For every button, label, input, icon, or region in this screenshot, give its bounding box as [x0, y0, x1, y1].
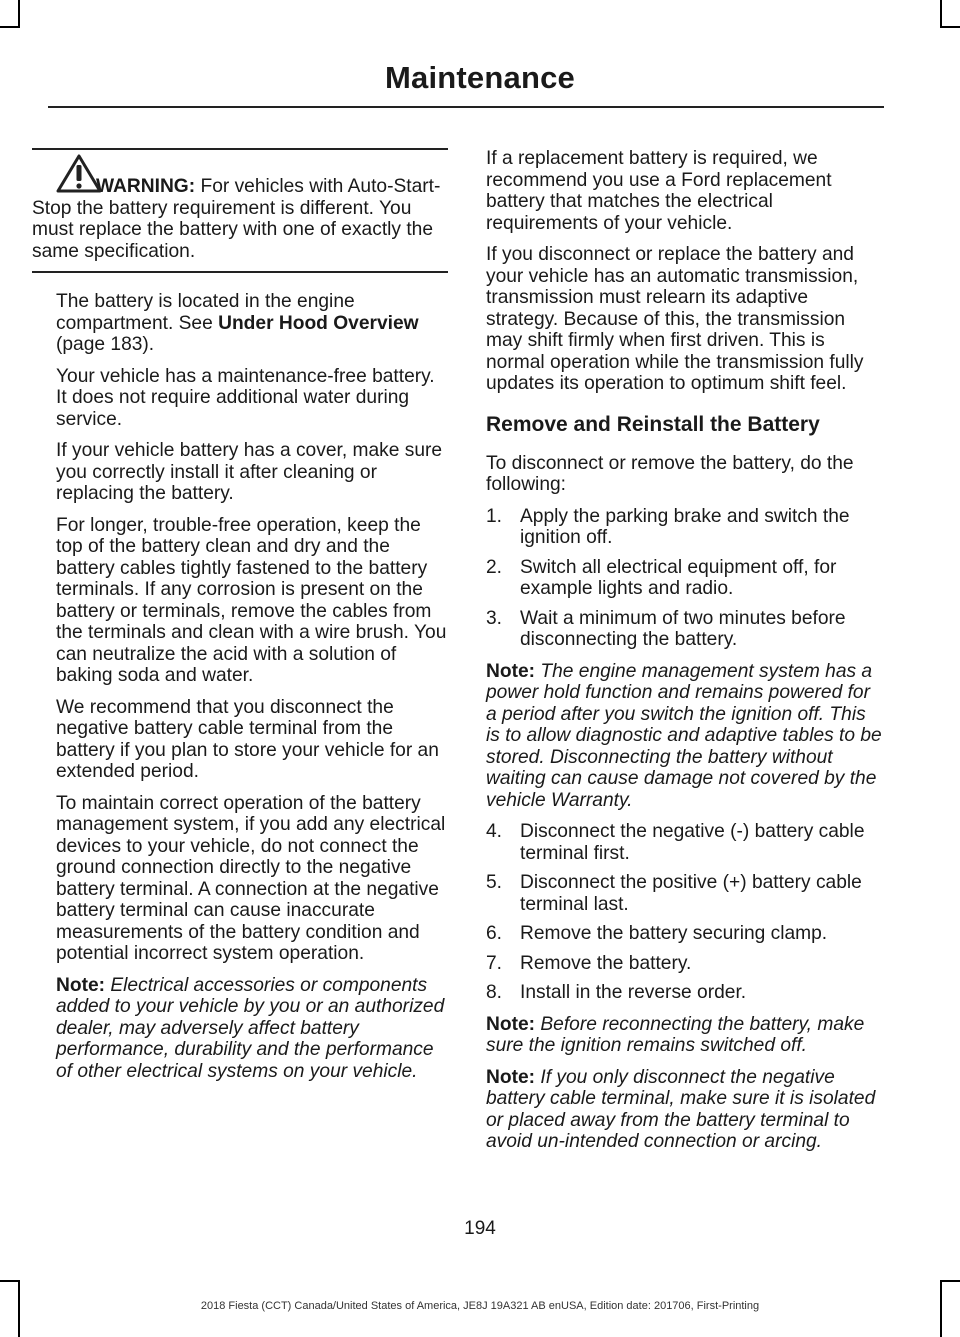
- list-item: 6. Remove the battery securing clamp.: [486, 923, 828, 944]
- warning-label: WARNING:: [96, 176, 196, 197]
- list-item: 5. Disconnect the positive (+) battery cable terminal last.: [486, 872, 862, 915]
- warning-triangle-icon: [56, 153, 102, 193]
- paragraph: If a replacement battery is required, we recommend you use a Ford replacement battery that matches the electrical requirements of your vehicle.: [486, 148, 832, 234]
- list-item: 4. Disconnect the negative (-) battery cable terminal first.: [486, 821, 865, 864]
- crop-mark: [940, 0, 942, 26]
- page-number: 194: [464, 1218, 496, 1239]
- paragraph: Your vehicle has a maintenance-free battery. It does not require additional water during service.: [56, 365, 435, 430]
- section-heading: Remove and Reinstall the Battery: [486, 412, 820, 436]
- crop-mark: [940, 26, 960, 28]
- crop-mark: [0, 26, 20, 28]
- list-item: 1. Apply the parking brake and switch the ignition off.: [486, 505, 850, 548]
- note: Note: The engine management system has a power hold function and remains powered for a period after you switch the ignition off. This is to allow diagnostic and adaptive tables to be stored. Disconnecting the battery without waiting can cause damage not covered by the vehicle Warranty.: [486, 660, 882, 811]
- crop-mark: [940, 1280, 960, 1282]
- page-title: Maintenance: [385, 60, 575, 95]
- header-divider: [48, 106, 884, 108]
- list-item: 8. Install in the reverse order.: [486, 982, 747, 1003]
- list-item: 3. Wait a minimum of two minutes before disconnecting the battery.: [486, 607, 846, 650]
- footer-edition-info: 2018 Fiesta (CCT) Canada/United States of America, JE8J 19A321 AB enUSA, Edition date: 201706, First-Printing: [200, 1300, 760, 1312]
- warning-text: WARNING: For vehicles with Auto-Start-Stop the battery requirement is different. You must replace the battery with one of exactly the same specification.: [32, 176, 441, 262]
- left-column: [32, 148, 448, 1092]
- crop-mark: [18, 0, 20, 26]
- list-item: 7. Remove the battery.: [486, 952, 692, 974]
- step-list: [486, 506, 882, 651]
- paragraph: We recommend that you disconnect the negative battery cable terminal from the battery if you plan to store your vehicle for an extended period.: [56, 696, 439, 782]
- note: Note: Before reconnecting the battery, make sure the ignition remains switched off.: [486, 1013, 865, 1056]
- paragraph: To disconnect or remove the battery, do the following:: [486, 452, 854, 495]
- step-list: [486, 821, 882, 1004]
- paragraph: If your vehicle battery has a cover, make sure you correctly install it after cleaning or replacing the battery.: [56, 440, 443, 504]
- crop-mark: [0, 1280, 20, 1282]
- right-column: [486, 148, 882, 1163]
- cross-reference-link[interactable]: Under Hood Overview: [218, 312, 419, 334]
- paragraph: To maintain correct operation of the battery management system, if you add any electrical devices to your vehicle, do not connect the ground connection directly to the negative battery terminal. A connection at the negative battery terminal can cause inaccurate measurements of the battery condition and potential incorrect system operation.: [56, 792, 446, 964]
- list-item: 2. Switch all electrical equipment off, for example lights and radio.: [486, 556, 837, 599]
- paragraph: The battery is located in the engine compartment. See Under Hood Overview (page 183).: [56, 291, 419, 355]
- paragraph: For longer, trouble-free operation, keep the top of the battery clean and dry and the battery cables tightly fastened to the battery terminals. If any corrosion is present on the battery or terminals, remove the cables from the terminals and clean with a wire brush. You can neutralize the acid with a solution of baking soda and water.: [56, 514, 447, 686]
- warning-box: [32, 148, 448, 273]
- paragraph: If you disconnect or replace the battery and your vehicle has an automatic transmission, transmission must relearn its adaptive strategy. Because of this, the transmission may shift firmly when first driven. This is normal operation while the transmission fully updates its operation to optimum shift feel.: [486, 244, 864, 394]
- note: Note: Electrical accessories or components added to your vehicle by you or an authorized dealer, may adversely affect battery performance, durability and the performance of other electrical systems on your vehicle.: [56, 974, 445, 1082]
- note: Note: If you only disconnect the negative battery cable terminal, make sure it is isolated or placed away from the battery terminal to avoid un-intended connection or arcing.: [486, 1066, 876, 1152]
